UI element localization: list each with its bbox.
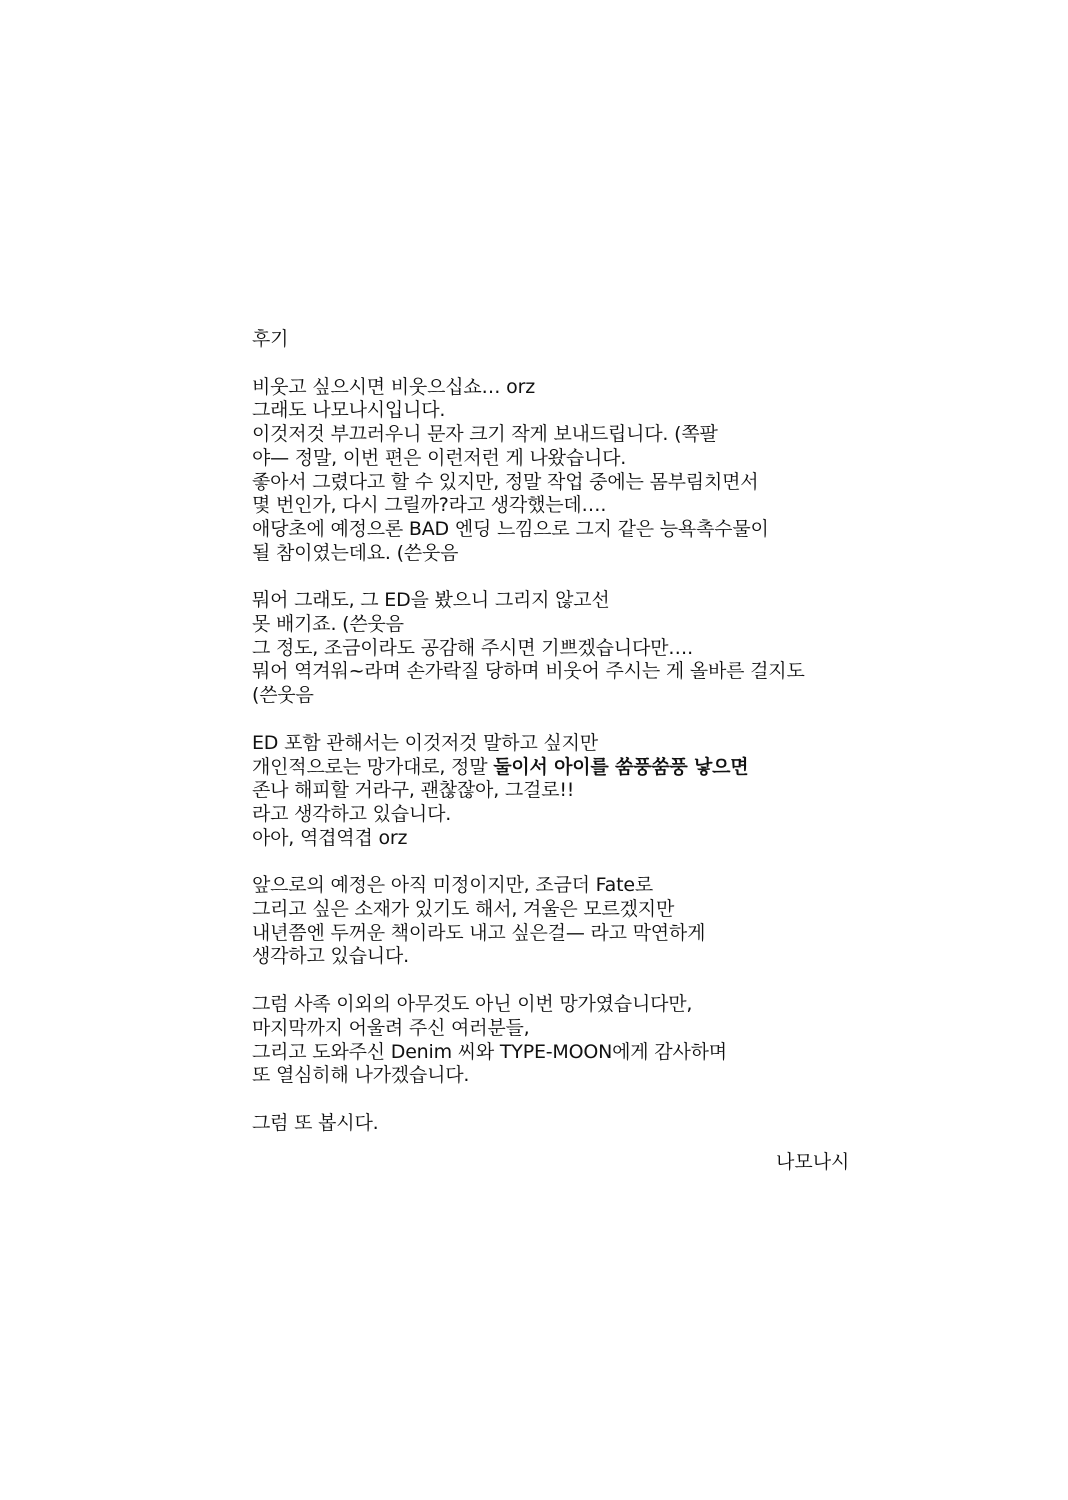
paragraph [252, 1112, 832, 1136]
text-line [252, 637, 832, 661]
paragraph [252, 589, 832, 708]
text-line [252, 803, 832, 827]
text-segment: 그리고 도와주신 Denim 씨와 TYPE-MOON에게 감사하며 [252, 1040, 727, 1063]
text-line [252, 423, 832, 447]
text-line [252, 399, 832, 423]
text-segment: 그래도 나모나시입니다. [252, 399, 446, 422]
text-line [252, 922, 832, 946]
paragraph [252, 993, 832, 1088]
paragraph [252, 376, 832, 566]
text-line [252, 945, 832, 969]
text-segment: 좋아서 그렸다고 할 수 있지만, 정말 작업 중에는 몸부림치면서 [252, 470, 759, 493]
paragraph [252, 732, 832, 851]
text-segment: 못 배기죠. (쓴웃음 [252, 613, 404, 636]
text-line [252, 660, 832, 684]
text-segment: 그 정도, 조금이라도 공감해 주시면 기쁘겠습니다만…. [252, 636, 693, 659]
text-segment: 뭐어 역겨워~라며 손가락질 당하며 비웃어 주시는 게 올바른 걸지도 [252, 660, 805, 683]
text-line [252, 732, 832, 756]
text-segment: 개인적으로는 망가대로, 정말 [252, 755, 494, 778]
afterword-text-block [252, 328, 832, 1160]
paragraph [252, 874, 832, 969]
text-segment: ED 포함 관해서는 이것저것 말하고 싶지만 [252, 731, 598, 754]
text-line [252, 756, 832, 780]
text-segment: 그럼 사족 이외의 아무것도 아닌 이번 망가였습니다만, [252, 993, 693, 1016]
text-line [252, 898, 832, 922]
text-segment: 몇 번인가, 다시 그릴까?라고 생각했는데…. [252, 494, 607, 517]
text-line [252, 779, 832, 803]
text-line [252, 589, 832, 613]
text-segment: 마지막까지 어울려 주신 여러분들, [252, 1016, 530, 1039]
text-segment: 또 열심히해 나가겠습니다. [252, 1064, 470, 1087]
text-segment: 될 참이였는데요. (쓴웃음 [252, 541, 459, 564]
text-line [252, 542, 832, 566]
text-line [252, 1112, 832, 1136]
text-segment: 존나 해피할 거라구, 괜찮잖아, 그걸로!! [252, 779, 575, 802]
text-line [252, 494, 832, 518]
text-line [252, 471, 832, 495]
text-line [252, 447, 832, 471]
text-segment: 뭐어 그래도, 그 ED을 봤으니 그리지 않고선 [252, 589, 610, 612]
text-line [252, 993, 832, 1017]
text-line [252, 827, 832, 851]
text-line [252, 1064, 832, 1088]
text-line [252, 1017, 832, 1041]
text-segment: 생각하고 있습니다. [252, 945, 409, 968]
afterword-title: 후기 [252, 328, 289, 350]
text-line [252, 613, 832, 637]
text-segment: 이것저것 부끄러우니 문자 크기 작게 보내드립니다. (쪽팔 [252, 423, 718, 446]
author-signature: 나모나시 [776, 1151, 850, 1173]
emphasized-text: 둘이서 아이를 쑴풍쑴풍 낳으면 [493, 755, 749, 778]
text-line [252, 684, 832, 708]
text-segment: 라고 생각하고 있습니다. [252, 802, 452, 825]
text-line [252, 1041, 832, 1065]
text-line [252, 518, 832, 542]
text-segment: 애당초에 예정으론 BAD 엔딩 느낌으로 그지 같은 능욕촉수물이 [252, 517, 769, 540]
text-segment: 앞으로의 예정은 아직 미정이지만, 조금더 Fate로 [252, 874, 653, 897]
text-line [252, 874, 832, 898]
text-segment: 내년쯤엔 두꺼운 책이라도 내고 싶은걸— 라고 막연하게 [252, 921, 706, 944]
text-line [252, 376, 832, 400]
text-segment: 그럼 또 봅시다. [252, 1111, 379, 1134]
afterword-body [252, 376, 832, 1136]
text-segment: (쓴웃음 [252, 684, 314, 707]
text-segment: 그리고 싶은 소재가 있기도 해서, 겨울은 모르겠지만 [252, 898, 675, 921]
text-segment: 야— 정말, 이번 편은 이런저런 게 나왔습니다. [252, 446, 627, 469]
text-segment: 비웃고 싶으시면 비웃으십쇼… orz [252, 375, 535, 398]
text-segment: 아아, 역겹역겹 orz [252, 826, 408, 849]
